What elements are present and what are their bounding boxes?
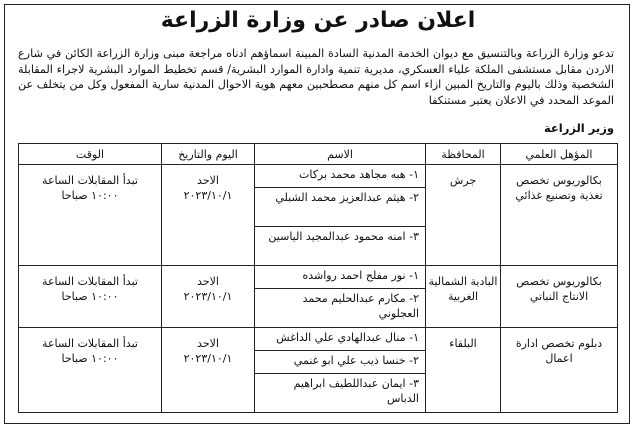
time-cell (19, 328, 162, 413)
governorate-cell: البلقاء (426, 328, 501, 413)
candidate-name: ٢- مكارم عبدالحليم محمد العجلوني (302, 292, 419, 320)
time-cell (19, 266, 162, 328)
names-cell (255, 266, 426, 328)
candidate-name: ٢- خنسا ذيب علي ابو غنمي (255, 351, 425, 374)
time-label: تبدأ المقابلات الساعة (42, 174, 138, 187)
names-cell (255, 328, 426, 413)
interview-date: ٢٠٢٣/١٠/١ (183, 290, 233, 303)
date-cell (162, 328, 255, 413)
time-label: تبدأ المقابلات الساعة (42, 275, 138, 288)
time-label: تبدأ المقابلات الساعة (42, 337, 138, 350)
table-row (19, 165, 618, 266)
qualification-cell: دبلوم تخصص ادارة اعمال (501, 328, 618, 413)
interview-date: ٢٠٢٣/١٠/١ (183, 352, 233, 365)
announcement-title: اعلان صادر عن وزارة الزراعة (160, 8, 476, 33)
candidate-name: ٣- امنه محمود عبدالمجيد الياسين (268, 230, 419, 243)
candidate-name: ٣- ايمان عبداللطيف ابراهيم الدباس (293, 377, 419, 405)
time-value: ١٠:٠٠ صباحا (61, 352, 119, 365)
table-header-row (19, 144, 618, 165)
qualification-cell: بكالوريوس تخصص تغذية وتصنيع غذائي (501, 165, 618, 266)
governorate-cell: البادية الشمالية الغربية (426, 266, 501, 328)
interview-day: الاحد (197, 275, 219, 288)
date-cell (162, 266, 255, 328)
time-value: ١٠:٠٠ صباحا (61, 290, 119, 303)
table-row (19, 266, 618, 328)
header-governorate: المحافظة (426, 144, 501, 165)
header-date: اليوم والتاريخ (162, 144, 255, 165)
signer-label: وزير الزراعة (543, 121, 614, 135)
header-qualification: المؤهل العلمي (501, 144, 618, 165)
time-cell (19, 165, 162, 266)
interview-table (18, 143, 618, 413)
candidate-name: ١- نور مفلح احمد رواشده (255, 266, 425, 289)
interview-day: الاحد (197, 337, 219, 350)
names-cell (255, 165, 426, 266)
candidate-name: ١- هبه مجاهد محمد بركات (255, 165, 425, 188)
header-time: الوقت (19, 144, 162, 165)
date-cell (162, 165, 255, 266)
time-value: ١٠:٠٠ صباحا (61, 189, 119, 202)
candidate-name: ٢- هيثم عبدالعزيز محمد الشبلي (255, 188, 425, 227)
governorate-cell: جرش (426, 165, 501, 266)
candidate-name: ١- منال عبدالهادي علي الداغش (255, 328, 425, 351)
interview-date: ٢٠٢٣/١٠/١ (183, 189, 233, 202)
table-row (19, 328, 618, 413)
interview-day: الاحد (197, 174, 219, 187)
announcement-intro: تدعو وزارة الزراعة وبالتنسيق مع ديوان الخدمة المدنية السادة المبينة اسماؤهم ادناه مراجعة مبنى وزارة الزراعة الكائن في شارع الاردن مقابل مستشفى الملكة علياء العسكري، مديرية تنمية وادارة الموارد البشرية/ قسم تخطيط الموارد البشرية لاجراء المقابلة الشخصية وذلك باليوم والتاريخ المبين ازاء اسم كل منهم مصطحبين معهم هوية الاحوال المدنية سارية المفعول وكل من يتخلف عن الموعد المحدد في الاعلان يعتبر مستنكفا (18, 47, 614, 107)
qualification-cell: بكالوريوس تخصص الانتاج النباتي (501, 266, 618, 328)
header-name: الاسم (255, 144, 426, 165)
